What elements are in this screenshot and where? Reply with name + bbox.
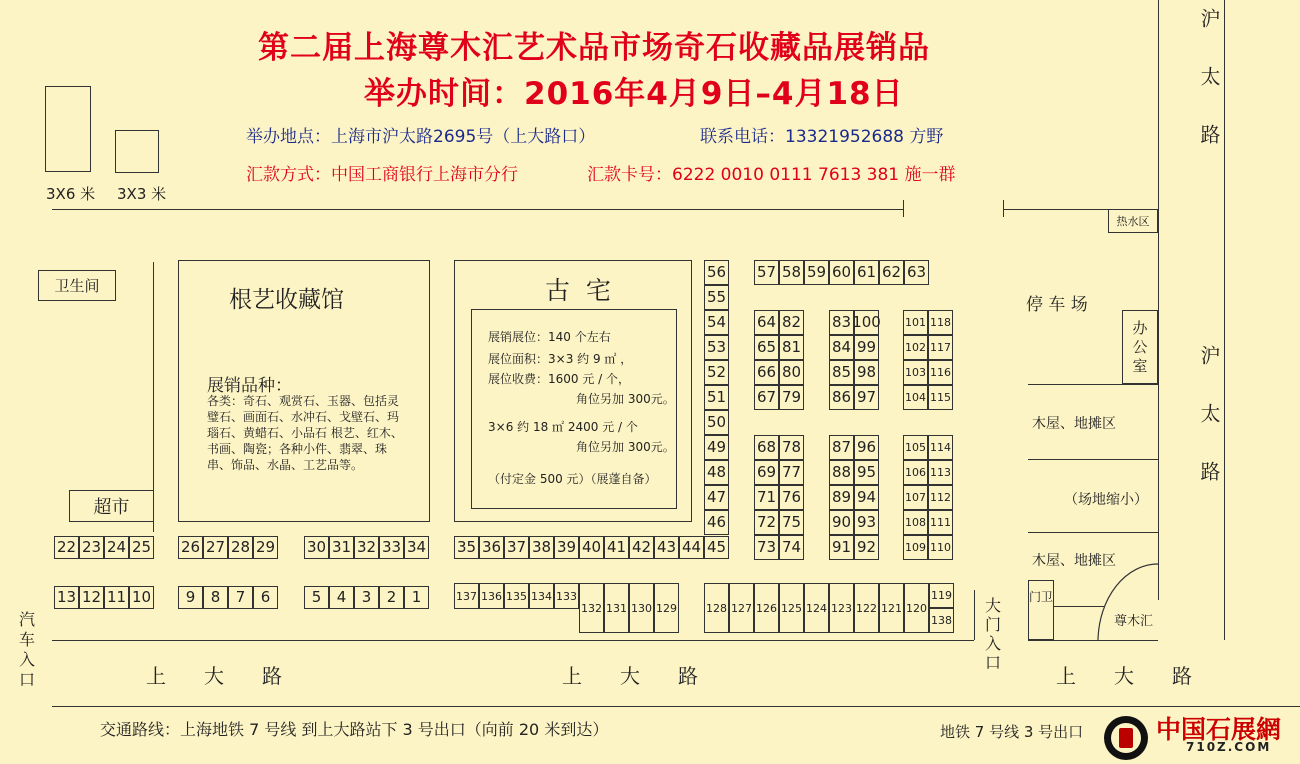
legend-small-booth: [115, 130, 159, 173]
booth-11: 11: [104, 586, 129, 609]
hutai-road-line-left: [1158, 0, 1159, 600]
booth-63: 63: [904, 260, 929, 285]
booth-84: 84: [829, 335, 854, 360]
booth-42: 42: [629, 536, 654, 559]
logo-url: 710Z.COM: [1186, 740, 1272, 754]
logo-text: 中国石展網: [1156, 715, 1282, 744]
booth-120: 120: [904, 583, 929, 633]
shangda-road-top-line: [52, 640, 974, 641]
booth-51: 51: [704, 385, 729, 410]
booth-137: 137: [454, 583, 479, 609]
booth-25: 25: [129, 536, 154, 559]
booth-4: 4: [329, 586, 354, 609]
booth-129: 129: [654, 583, 679, 633]
booth-1: 1: [404, 586, 429, 609]
booth-44: 44: [679, 536, 704, 559]
booth-39: 39: [554, 536, 579, 559]
booth-119: 119: [929, 583, 954, 608]
gate-guard: 门卫: [1028, 580, 1054, 640]
metro-exit: 地铁 7 号线 3 号出口: [940, 723, 1084, 741]
booth-117: 117: [928, 335, 953, 360]
booth-133: 133: [554, 583, 579, 609]
booth-33: 33: [379, 536, 404, 559]
pricing-line-3: 展位收费：1600 元 / 个，: [488, 372, 631, 386]
products-list: 各类：奇石、观赏石、玉器、包括灵璧石、画面石、水冲石、戈壁石、玛瑙石、黄蜡石、小品石 根艺、红木、书画、陶瓷；各种小件、翡翠、珠串、饰品、水晶、工艺品等。: [207, 394, 403, 472]
booth-54: 54: [704, 310, 729, 335]
booth-99: 99: [854, 335, 879, 360]
booth-43: 43: [654, 536, 679, 559]
booth-109: 109: [903, 535, 928, 560]
booth-94: 94: [854, 485, 879, 510]
old-house: [454, 260, 692, 522]
booth-57: 57: [754, 260, 779, 285]
booth-125: 125: [779, 583, 804, 633]
transit-info: 交通路线：上海地铁 7 号线 到上大路站下 3 号出口（向前 20 米到达）: [100, 720, 609, 739]
booth-113: 113: [928, 460, 953, 485]
booth-76: 76: [779, 485, 804, 510]
booth-134: 134: [529, 583, 554, 609]
pricing-line-1: 展销展位：140 个左右: [488, 330, 611, 344]
booth-38: 38: [529, 536, 554, 559]
booth-61: 61: [854, 260, 879, 285]
pricing-line-7: （付定金 500 元）（展蓬自备）: [488, 472, 657, 486]
booth-82: 82: [779, 310, 804, 335]
booth-91: 91: [829, 535, 854, 560]
zunmuhui-arc: [1096, 562, 1160, 642]
booth-49: 49: [704, 435, 729, 460]
booth-75: 75: [779, 510, 804, 535]
booth-23: 23: [79, 536, 104, 559]
booth-100: 100: [854, 310, 879, 335]
root-gallery-title: 根艺收藏馆: [229, 287, 344, 313]
booth-131: 131: [604, 583, 629, 633]
supermarket: 超市: [69, 490, 154, 522]
booth-89: 89: [829, 485, 854, 510]
booth-55: 55: [704, 285, 729, 310]
pricing-line-5: 3×6 约 18 ㎡ 2400 元 / 个: [488, 420, 638, 434]
booth-71: 71: [754, 485, 779, 510]
cabin-area-2: 木屋、地摊区: [1032, 553, 1116, 569]
booth-64: 64: [754, 310, 779, 335]
booth-85: 85: [829, 360, 854, 385]
cabin-area-1-bottom: [1028, 459, 1158, 460]
hutai-road-label-top: [1178, 8, 1221, 206]
booth-98: 98: [854, 360, 879, 385]
office: 办公室: [1122, 310, 1158, 384]
booth-101: 101: [903, 310, 928, 335]
legend-large-booth: [45, 86, 91, 172]
hutai-road-mid-text: 沪太路: [1197, 345, 1221, 519]
booth-136: 136: [479, 583, 504, 609]
booth-112: 112: [928, 485, 953, 510]
top-boundary: [52, 209, 904, 210]
booth-105: 105: [903, 435, 928, 460]
booth-7: 7: [228, 586, 253, 609]
booth-5: 5: [304, 586, 329, 609]
booth-66: 66: [754, 360, 779, 385]
booth-32: 32: [354, 536, 379, 559]
booth-12: 12: [79, 586, 104, 609]
hutai-road-top-text: 沪太路: [1197, 8, 1221, 182]
booth-35: 35: [454, 536, 479, 559]
shangda-road-top-line-right: [1028, 640, 1158, 641]
payment-bank: 汇款方式：中国工商银行上海市分行: [246, 165, 518, 185]
pricing-line-6: 角位另加 300元。: [576, 440, 675, 454]
booth-87: 87: [829, 435, 854, 460]
booth-111: 111: [928, 510, 953, 535]
booth-80: 80: [779, 360, 804, 385]
booth-126: 126: [754, 583, 779, 633]
toilet: 卫生间: [38, 270, 116, 301]
booth-110: 110: [928, 535, 953, 560]
booth-46: 46: [704, 510, 729, 535]
root-art-gallery: [178, 260, 430, 522]
shangda-road-bottom-line: [52, 706, 1300, 707]
booth-62: 62: [879, 260, 904, 285]
pricing-box: [471, 309, 677, 509]
booth-68: 68: [754, 435, 779, 460]
booth-26: 26: [178, 536, 203, 559]
booth-37: 37: [504, 536, 529, 559]
cabin-area-1: 木屋、地摊区: [1032, 416, 1116, 432]
booth-41: 41: [604, 536, 629, 559]
shangda-road-label-1: 上大路: [146, 664, 320, 688]
booth-31: 31: [329, 536, 354, 559]
booth-135: 135: [504, 583, 529, 609]
booth-8: 8: [203, 586, 228, 609]
booth-127: 127: [729, 583, 754, 633]
gate-post-right: [1028, 590, 1029, 640]
booth-30: 30: [304, 536, 329, 559]
booth-81: 81: [779, 335, 804, 360]
payment-card: 汇款卡号：6222 0010 0111 7613 381 施一群: [587, 165, 956, 185]
cabin-area-1-top: [1028, 384, 1158, 385]
booth-77: 77: [779, 460, 804, 485]
logo-icon: [1102, 714, 1150, 762]
booth-102: 102: [903, 335, 928, 360]
booth-124: 124: [804, 583, 829, 633]
contact-phone: 联系电话：13321952688 方野: [700, 127, 944, 147]
booth-95: 95: [854, 460, 879, 485]
zunmuhui-label: 尊木汇: [1114, 614, 1154, 629]
booth-83: 83: [829, 310, 854, 335]
hutai-road-label-mid: [1178, 345, 1221, 543]
booth-50: 50: [704, 410, 729, 435]
booth-122: 122: [854, 583, 879, 633]
legend-large-label: 3X6 米: [46, 185, 96, 203]
gate-post-left: [974, 590, 975, 640]
pricing-line-2: 展位面积：3×3 约 9 ㎡ ，: [488, 352, 633, 366]
booth-121: 121: [879, 583, 904, 633]
booth-45: 45: [704, 536, 729, 559]
legend-small-label: 3X3 米: [117, 185, 167, 203]
booth-40: 40: [579, 536, 604, 559]
booth-138: 138: [929, 608, 954, 633]
booth-48: 48: [704, 460, 729, 485]
booth-29: 29: [253, 536, 278, 559]
top-gap-tick-left: [903, 200, 904, 217]
booth-22: 22: [54, 536, 79, 559]
hot-water-area: 热水区: [1108, 209, 1158, 233]
event-title: 第二届上海尊木汇艺术品市场奇石收藏品展销品: [258, 30, 930, 66]
booth-67: 67: [754, 385, 779, 410]
old-house-title: 古 宅: [545, 276, 611, 305]
booth-106: 106: [903, 460, 928, 485]
booth-69: 69: [754, 460, 779, 485]
booth-73: 73: [754, 535, 779, 560]
booth-56: 56: [704, 260, 729, 285]
booth-36: 36: [479, 536, 504, 559]
site-logo: [1100, 710, 1300, 764]
booth-92: 92: [854, 535, 879, 560]
booth-52: 52: [704, 360, 729, 385]
booth-132: 132: [579, 583, 604, 633]
booth-104: 104: [903, 385, 928, 410]
shrunk-area: （场地缩小）: [1064, 492, 1148, 508]
booth-107: 107: [903, 485, 928, 510]
booth-2: 2: [379, 586, 404, 609]
booth-128: 128: [704, 583, 729, 633]
booth-65: 65: [754, 335, 779, 360]
booth-86: 86: [829, 385, 854, 410]
booth-10: 10: [129, 586, 154, 609]
booth-79: 79: [779, 385, 804, 410]
booth-59: 59: [804, 260, 829, 285]
booth-13: 13: [54, 586, 79, 609]
event-dates: 举办时间：2016年4月9日–4月18日: [364, 76, 904, 112]
booth-28: 28: [228, 536, 253, 559]
products-heading: 展销品种：: [207, 376, 292, 396]
booth-114: 114: [928, 435, 953, 460]
booth-96: 96: [854, 435, 879, 460]
shangda-road-label-3: 上大路: [1056, 664, 1230, 688]
booth-93: 93: [854, 510, 879, 535]
booth-90: 90: [829, 510, 854, 535]
venue-address: 举办地点：上海市沪太路2695号（上大路口）: [246, 127, 596, 147]
booth-88: 88: [829, 460, 854, 485]
booth-58: 58: [779, 260, 804, 285]
top-gap-tick-right: [1003, 200, 1004, 217]
booth-53: 53: [704, 335, 729, 360]
car-entrance: 汽车入口: [18, 610, 35, 689]
booth-108: 108: [903, 510, 928, 535]
booth-24: 24: [104, 536, 129, 559]
booth-6: 6: [253, 586, 278, 609]
parking-label: 停 车 场: [1026, 295, 1088, 315]
booth-130: 130: [629, 583, 654, 633]
booth-118: 118: [928, 310, 953, 335]
pricing-line-4: 角位另加 300元。: [576, 392, 675, 406]
booth-60: 60: [829, 260, 854, 285]
booth-115: 115: [928, 385, 953, 410]
booth-123: 123: [829, 583, 854, 633]
booth-97: 97: [854, 385, 879, 410]
booth-116: 116: [928, 360, 953, 385]
booth-34: 34: [404, 536, 429, 559]
main-gate-entrance: 大门入口: [984, 596, 1001, 672]
booth-47: 47: [704, 485, 729, 510]
cabin-area-2-top: [1028, 532, 1158, 533]
shangda-road-label-2: 上大路: [562, 664, 736, 688]
booth-103: 103: [903, 360, 928, 385]
booth-27: 27: [203, 536, 228, 559]
booth-9: 9: [178, 586, 203, 609]
booth-3: 3: [354, 586, 379, 609]
booth-78: 78: [779, 435, 804, 460]
booth-74: 74: [779, 535, 804, 560]
booth-72: 72: [754, 510, 779, 535]
